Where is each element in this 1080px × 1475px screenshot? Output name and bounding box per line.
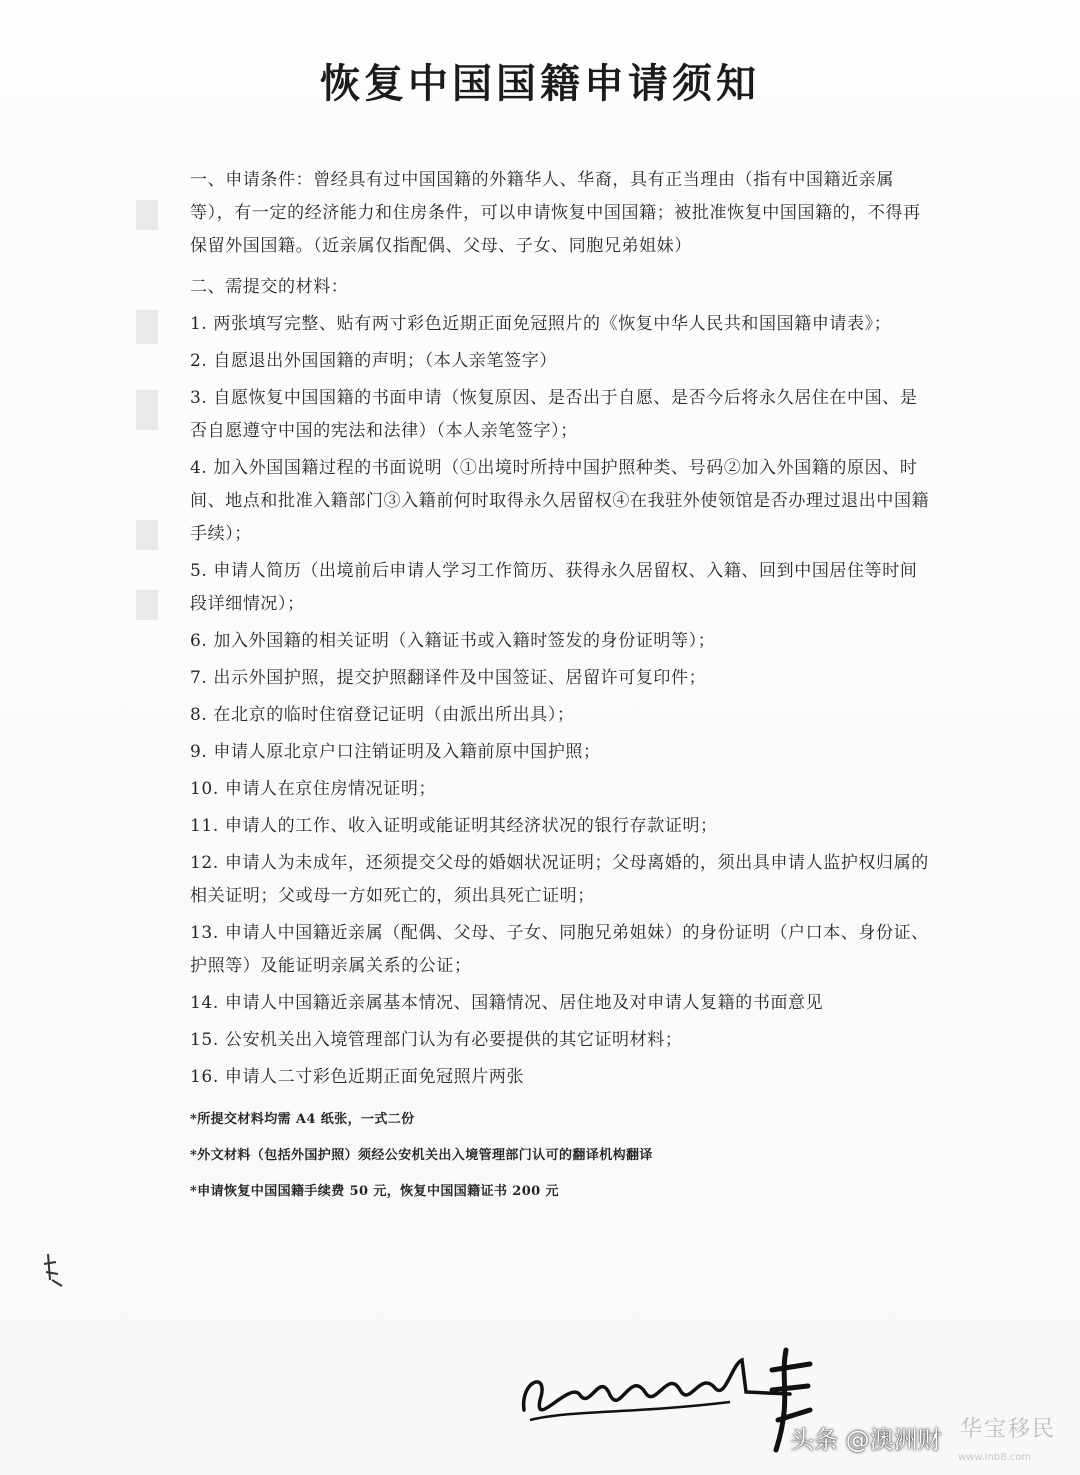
material-item-15: 15. 公安机关出入境管理部门认为有必要提供的其它证明材料； xyxy=(190,1030,683,1050)
material-item-4: 4. 加入外国国籍过程的书面说明（①出境时所持中国护照种类、号码②加入外国籍的原因、时间、地点和批准入籍部门③入籍前何时取得永久居留权④在我驻外使领馆是否办理过退出中国籍手续）； xyxy=(190,458,930,544)
material-item-13: 13. 申请人中国籍近亲属（配偶、父母、子女、同胞兄弟姐妹）的身份证明（户口本、身份证、护照等）及能证明亲属关系的公证； xyxy=(190,923,929,976)
bleed-through-marks xyxy=(128,190,168,630)
material-item-3: 3. 自愿恢复中国国籍的书面申请（恢复原因、是否出于自愿、是否今后将永久居住在中国、是否自愿遵守中国的宪法和法律）（本人亲笔签字）； xyxy=(190,388,918,441)
material-item-2: 2. 自愿退出外国国籍的声明；（本人亲笔签字） xyxy=(190,351,557,371)
note-translation: *外文材料（包括外国护照）须经公安机关出入境管理部门认可的翻译机构翻译 xyxy=(190,1148,653,1163)
material-item-5: 5. 申请人简历（出境前后申请人学习工作简历、获得永久居留权、入籍、回到中国居住等时间段详细情况）； xyxy=(190,561,918,614)
material-item-10: 10. 申请人在京住房情况证明； xyxy=(190,779,437,799)
material-item-8: 8. 在北京的临时住宿登记证明（由派出所出具）； xyxy=(190,705,575,725)
note-fees: *申请恢复中国国籍手续费 50 元，恢复中国国籍证书 200 元 xyxy=(190,1184,559,1199)
note-a4-paper: *所提交材料均需 A4 纸张，一式二份 xyxy=(190,1112,415,1127)
margin-pen-mark xyxy=(40,1250,70,1290)
paragraph-conditions: 一、申请条件：曾经具有过中国国籍的外籍华人、华裔，具有正当理由（指有中国籍近亲属等），有一定的经济能力和住房条件，可以申请恢复中国国籍；被批准恢复中国国籍的，不得再保留外国国籍。（近亲属仅指配偶、父母、子女、同胞兄弟姐妹） xyxy=(190,170,921,256)
material-item-11: 11. 申请人的工作、收入证明或能证明其经济状况的银行存款证明； xyxy=(190,816,718,836)
document-body xyxy=(190,164,930,1202)
material-item-9: 9. 申请人原北京户口注销证明及入籍前原中国护照； xyxy=(190,742,601,762)
paragraph-materials-heading: 二、需提交的材料： xyxy=(190,277,349,297)
material-item-14: 14. 申请人中国籍近亲属基本情况、国籍情况、居住地及对申请人复籍的书面意见 xyxy=(190,993,824,1013)
document-title: 恢复中国国籍申请须知 xyxy=(320,60,760,107)
material-item-1: 1. 两张填写完整、贴有两寸彩色近期正面免冠照片的《恢复中华人民共和国国籍申请表》； xyxy=(190,314,892,334)
material-item-12: 12. 申请人为未成年，还须提交父母的婚姻状况证明；父母离婚的，须出具申请人监护权归属的相关证明；父或母一方如死亡的，须出具死亡证明； xyxy=(190,853,929,906)
material-item-16: 16. 申请人二寸彩色近期正面免冠照片两张 xyxy=(190,1067,525,1087)
material-item-7: 7. 出示外国护照，提交护照翻译件及中国签证、居留许可复印件； xyxy=(190,668,707,688)
watermark-seal-text: 华宝移民 xyxy=(960,1417,1057,1442)
watermark-site: www.inb8.com xyxy=(958,1452,1032,1463)
material-item-6: 6. 加入外国籍的相关证明（入籍证书或入籍时签发的身份证明等）； xyxy=(190,631,716,651)
platform-watermark: 头条 @澳洲财 xyxy=(790,1426,942,1454)
